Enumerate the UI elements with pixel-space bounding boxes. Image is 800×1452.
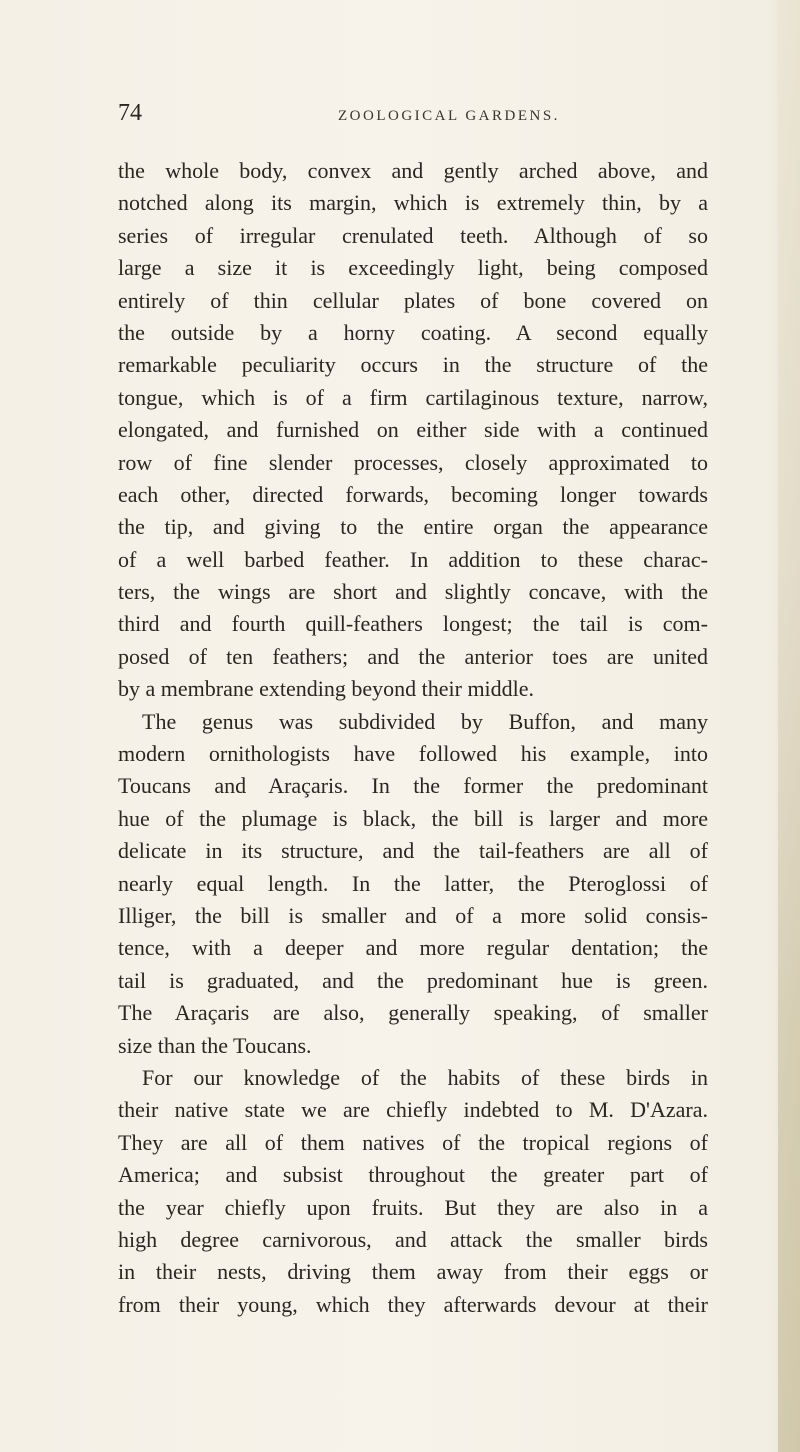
text-line: modern ornithologists have followed his example, into xyxy=(118,741,708,767)
text-line: The genus was subdivided by Buffon, and many xyxy=(142,708,708,734)
text-line: large a size it is exceedingly light, being composed xyxy=(118,255,708,281)
text-line: Illiger, the bill is smaller and of a more solid consis- xyxy=(118,902,708,928)
text-line: of a well barbed feather. In addition to these charac- xyxy=(118,546,708,572)
text-line: tail is graduated, and the predominant hue is green. xyxy=(118,967,708,993)
text-line: tence, with a deeper and more regular dentation; the xyxy=(118,935,708,961)
text-line: ters, the wings are short and slightly concave, with the xyxy=(118,579,708,605)
text-line: size than the Toucans. xyxy=(118,1032,312,1058)
text-line: America; and subsist throughout the greater part of xyxy=(118,1162,708,1188)
text-line: their native state we are chiefly indebted to M. D'Azara. xyxy=(118,1097,708,1123)
text-line: high degree carnivorous, and attack the smaller birds xyxy=(118,1226,708,1252)
text-line: For our knowledge of the habits of these birds in xyxy=(142,1064,708,1090)
text-line: the outside by a horny coating. A second equally xyxy=(118,319,708,345)
text-line: row of fine slender processes, closely approximated to xyxy=(118,449,708,475)
text-line: hue of the plumage is black, the bill is larger and more xyxy=(118,805,708,831)
text-line: by a membrane extending beyond their middle. xyxy=(118,676,535,702)
text-line: in their nests, driving them away from their eggs or xyxy=(118,1259,708,1285)
text-line: series of irregular crenulated teeth. Although of so xyxy=(118,222,708,248)
text-line: the tip, and giving to the entire organ the appearance xyxy=(118,514,708,540)
text-line: nearly equal length. In the latter, the Pteroglossi of xyxy=(118,870,708,896)
page-edge-stain xyxy=(778,0,800,1452)
text-line: each other, directed forwards, becoming longer towards xyxy=(118,481,708,507)
text-line: the whole body, convex and gently arched above, and xyxy=(118,158,708,183)
text-line: notched along its margin, which is extremely thin, by a xyxy=(118,190,708,216)
text-line: posed of ten feathers; and the anterior toes are united xyxy=(118,643,708,669)
page-number: 74 xyxy=(118,100,142,126)
text-line: from their young, which they afterwards devour at their xyxy=(118,1291,708,1317)
text-line: tongue, which is of a firm cartilaginous texture, narrow, xyxy=(118,384,708,410)
text-line: delicate in its structure, and the tail-feathers are all of xyxy=(118,838,708,864)
text-line: They are all of them natives of the tropical regions of xyxy=(118,1129,708,1155)
body-text xyxy=(118,155,708,1321)
running-title: ZOOLOGICAL GARDENS. xyxy=(338,108,560,124)
text-line: elongated, and furnished on either side with a continued xyxy=(118,417,708,443)
text-line: the year chiefly upon fruits. But they are also in a xyxy=(118,1194,708,1220)
text-line: third and fourth quill-feathers longest; the tail is com- xyxy=(118,611,708,637)
text-line: The Araçaris are also, generally speaking, of smaller xyxy=(118,1000,708,1026)
text-line: entirely of thin cellular plates of bone covered on xyxy=(118,287,708,313)
text-line: remarkable peculiarity occurs in the structure of the xyxy=(118,352,708,378)
page-header xyxy=(118,100,708,134)
text-line: Toucans and Araçaris. In the former the predominant xyxy=(118,773,708,799)
